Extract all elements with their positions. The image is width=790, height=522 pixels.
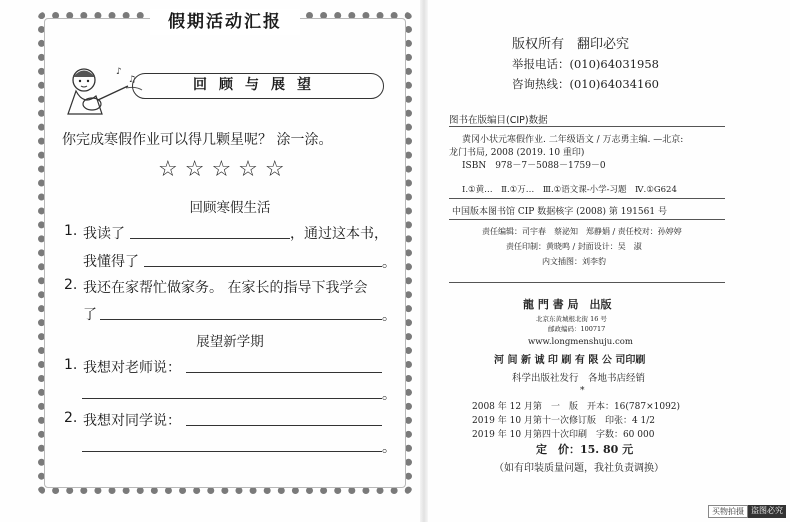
- svg-text:♪: ♪: [116, 67, 122, 77]
- cip-mid-rule: [449, 198, 725, 199]
- report-phone: 举报电话：(010)64031958: [512, 57, 659, 71]
- item2-text-a: 我还在家帮忙做家务。 在家长的指导下我学会: [83, 280, 368, 296]
- colophon-rule: [449, 282, 725, 283]
- section-review-heading: 回顾寒假生活: [189, 200, 271, 216]
- item2-period: 。: [382, 308, 396, 324]
- distributor-line: 科学出版社发行 各地书店经销: [512, 373, 646, 384]
- item3-text: 我想对老师说：: [83, 360, 181, 376]
- cip-line3: ISBN 978－7－5088－1759－0: [462, 161, 606, 171]
- item4-number: 2.: [64, 410, 78, 426]
- item4-blank-2[interactable]: [82, 451, 382, 452]
- watermark-badge: [708, 505, 786, 518]
- item2-number: 2.: [64, 277, 78, 293]
- cip-top-rule: [449, 126, 725, 127]
- cip-line5: 中国版本图书馆 CIP 数据核字 (2008) 第 191561 号: [452, 207, 667, 217]
- watermark-left: 买物拍摄: [708, 505, 748, 518]
- item1-blank-learned[interactable]: [144, 266, 382, 267]
- item1-blank-book[interactable]: [130, 238, 290, 239]
- publisher-line: 龍 門 書 局 出版: [523, 298, 612, 311]
- item3-blank-1[interactable]: [186, 372, 382, 373]
- price-line: 定 价：15. 80 元: [536, 443, 634, 456]
- cip-line4: Ⅰ.①黄… Ⅱ.①万… Ⅲ.①语文课-小学-习题 Ⅳ.①G624: [462, 185, 677, 195]
- title-banner: [150, 9, 300, 35]
- section-outlook-heading: 展望新学期: [196, 334, 264, 350]
- publisher-address: 北京东黄城根北街 16 号: [536, 315, 607, 323]
- edition-line2: 2019 年 10 月第十一次修订版 印张：4 1/2: [472, 416, 656, 426]
- credits-print: 责任印制：黄晓鸣 / 封面设计：吴 淑: [506, 242, 642, 251]
- item1-period: 。: [382, 255, 396, 271]
- item2-blank[interactable]: [100, 319, 382, 320]
- item4-text: 我想对同学说：: [83, 413, 181, 429]
- item4-period: 。: [382, 440, 396, 456]
- edition-line3: 2019 年 10 月第四十次印刷 字数：60 000: [472, 430, 655, 440]
- star-question: 你完成寒假作业可以得几颗星呢？ 涂一涂。: [62, 132, 333, 148]
- publisher-website: www.longmenshuju.com: [528, 337, 633, 347]
- item3-number: 1.: [64, 357, 78, 373]
- hotline: 咨询热线：(010)64034160: [512, 77, 659, 91]
- credits-illustration: 内文插图：刘李豹: [542, 257, 606, 266]
- svg-text:♫: ♫: [128, 75, 137, 85]
- item3-period: 。: [382, 387, 396, 403]
- review-banner: [132, 73, 384, 99]
- cip-line1: 黄冈小状元寒假作业. 二年级语文 / 万志勇主编. —北京:: [462, 135, 684, 145]
- credits-editors: 责任编辑：司宇春 蔡泌知 郑静娟 / 责任校对：孙婷婷: [482, 227, 682, 236]
- cip-bottom-rule: [449, 219, 725, 220]
- quality-notice: （如有印装质量问题，我社负责调换）: [494, 463, 664, 474]
- item2-text-b: 了: [83, 307, 97, 323]
- rating-stars: ☆☆☆☆☆: [158, 157, 292, 182]
- page-fold: [420, 0, 428, 522]
- separator-asterisk: *: [580, 386, 585, 396]
- cip-heading: 图书在版编目(CIP)数据: [449, 115, 548, 126]
- review-banner-text: 回顾与展望: [193, 77, 323, 93]
- item4-blank-1[interactable]: [186, 425, 382, 426]
- item1-number: 1.: [64, 223, 78, 239]
- item1-text-a: 我读了: [83, 226, 125, 242]
- item1-text-b: ，通过这本书，: [290, 226, 388, 242]
- page-title: 假期活动汇报: [168, 12, 282, 32]
- copyright-notice: 版权所有 翻印必究: [512, 37, 630, 52]
- cip-line2: 龙门书局, 2008 (2019. 10 重印): [449, 148, 585, 158]
- item1-text-c: 我懂得了: [83, 254, 139, 270]
- item3-blank-2[interactable]: [82, 398, 382, 399]
- watermark-right: 盗图必究: [748, 505, 786, 518]
- printer-line: 河 间 新 诚 印 刷 有 限 公 司印刷: [494, 355, 646, 366]
- publisher-postcode: 邮政编码：100717: [548, 325, 606, 333]
- edition-line1: 2008 年 12 月第 一 版 开本：16(787×1092): [472, 402, 681, 412]
